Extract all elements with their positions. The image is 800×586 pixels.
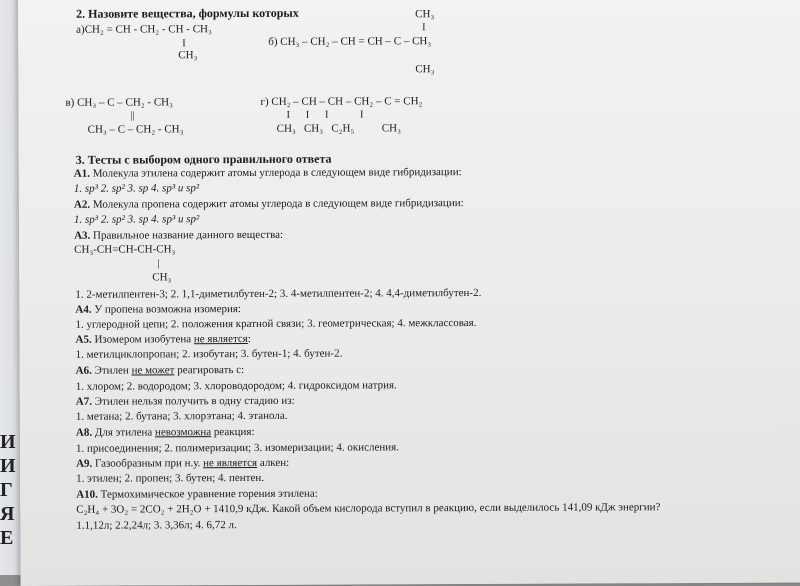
question-a1-label: А1.	[73, 167, 91, 180]
formula-b-bar: I	[422, 22, 426, 34]
question-a4	[75, 303, 241, 317]
question-a3-options: 1. 2-метилпентен-3; 2. 1,1-диметилбутен-2; 3. 4-метилпентен-2; 4. 4,4-диметилбутен-2.	[75, 286, 482, 301]
question-a10	[76, 488, 318, 502]
question-a8-text-end: реакция:	[213, 425, 255, 439]
formula-v-bottom: CH₃ – C – CH₂ - CH₃	[87, 123, 184, 136]
margin-letter: Е	[0, 527, 14, 549]
task3-heading: 3. Тесты с выбором одного правильного ответа	[75, 151, 332, 167]
question-a6-text-end: реагировать с:	[177, 364, 245, 377]
question-a5-text: Изомером изобутена	[94, 333, 192, 346]
question-a9-text-end: алкен:	[259, 456, 290, 469]
question-a4-options: 1. углеродной цепи; 2. положения кратной связи; 3. геометрическая; 4. межклассовая.	[75, 317, 477, 331]
question-a2-label: А2.	[73, 198, 91, 211]
question-a8	[76, 426, 255, 440]
question-a2-text: Молекула пропена содержит атомы углерода в следующем виде гибридизации:	[92, 197, 464, 211]
question-a5-emphasis: не является	[193, 333, 248, 346]
question-a3	[74, 229, 283, 243]
formula-a-branch: CH₃	[178, 49, 198, 62]
question-a8-label: А8.	[75, 426, 93, 439]
formula-b: б) CH₃ – CH₂ – CH = CH – C – CH₃	[268, 35, 432, 48]
question-a3-tick: |	[157, 258, 160, 270]
question-a9-options: 1. этилен; 2. пропен; 3. бутен; 4. пентен.	[76, 471, 265, 485]
question-a3-formula: CH₃-CH=CH-CH-CH₃	[74, 243, 176, 256]
question-a4-label: А4.	[75, 303, 92, 316]
question-a5-options: 1. метилциклопропан; 2. изобутан; 3. бутен-1; 4. бутен-2.	[75, 347, 343, 361]
question-a10-text: Термохимическое уравнение горения этилена:	[100, 487, 318, 501]
question-a9-label: А9.	[76, 457, 93, 470]
question-a10-equation: C₂H₄ + 3O₂ = 2CO₂ + 2H₂O + 1410,9 кДж. Какой объем кислорода вступил в реакцию, если выделилось 141,09 кДж энергии?	[76, 501, 661, 516]
question-a3-branch: CH₃	[152, 271, 172, 284]
question-a2	[74, 197, 464, 212]
question-a8-text: Для этилена	[94, 426, 153, 439]
formula-g: г) CH₂ – CH – CH – CH₂ – C = CH₂	[260, 95, 423, 108]
question-a1-options: 1. sp³ 2. sp² 3. sp 4. sp³ и sp²	[73, 182, 200, 195]
formula-g-bars: I I I I	[286, 109, 364, 121]
question-a6	[76, 364, 245, 378]
formula-a-tick: I	[182, 38, 186, 50]
question-a3-label: А3.	[74, 229, 91, 242]
formula-v-bond: ||	[130, 110, 135, 122]
question-a9-emphasis: не является	[203, 456, 258, 470]
question-a4-text: У пропена возможна изомерия:	[94, 303, 241, 316]
question-a7-text: Этилен нельзя получить в одну стадию из:	[94, 394, 295, 408]
question-a6-label: А6.	[75, 364, 92, 377]
question-a1	[74, 166, 462, 181]
formula-b-top: CH₃	[415, 8, 435, 21]
margin-letter: И	[0, 455, 16, 477]
question-a3-text: Правильное название данного вещества:	[92, 228, 284, 242]
formula-v-top: в) CH₃ – C – CH₂ - CH₃	[65, 96, 173, 109]
question-a10-options: 1.1,12л; 2.2,24л; 3. 3,36л; 4. 6,72 л.	[76, 519, 237, 532]
task2-heading: 2. Назовите вещества, формулы которых	[76, 5, 299, 21]
question-a5	[75, 333, 250, 347]
question-a5-label: А5.	[75, 333, 92, 346]
question-a5-colon: :	[247, 332, 251, 346]
question-a2-options: 1. sp³ 2. sp² 3. sp 4. sp³ и sp²	[73, 213, 200, 226]
formula-a: а)CH₂ = CH - CH₂ - CH - CH₃	[76, 23, 212, 36]
question-a7	[76, 395, 295, 409]
question-a6-options: 1. хлором; 2. водородом; 3. хлороводородом; 4. гидроксидом натрия.	[75, 379, 397, 393]
formula-b-bottom: CH₃	[415, 63, 435, 76]
question-a6-emphasis: не может	[131, 364, 175, 377]
question-a10-label: А10.	[76, 488, 98, 501]
question-a7-label: А7.	[75, 395, 93, 408]
formula-g-subs: CH₃ CH₃ C₂H₅ CH₃	[276, 122, 401, 135]
worksheet-page	[18, 0, 800, 586]
question-a6-text: Этилен	[94, 364, 129, 377]
question-a8-options: 1. присоединения; 2. полимеризации; 3. изомеризации; 4. окисления.	[75, 441, 399, 455]
question-a7-options: 1. метана; 2. бутана; 3. хлорэтана; 4. этанола.	[75, 409, 288, 423]
question-a9	[76, 457, 289, 471]
question-a8-emphasis: невозможна	[154, 426, 212, 439]
margin-letter: И	[0, 431, 16, 453]
margin-letter: Г	[0, 479, 13, 501]
margin-letter: Я	[0, 503, 15, 525]
question-a1-text: Молекула этилена содержит атомы углерода в следующем виде гибридизации:	[92, 166, 462, 180]
question-a9-text: Газообразным при н.у.	[94, 457, 201, 470]
